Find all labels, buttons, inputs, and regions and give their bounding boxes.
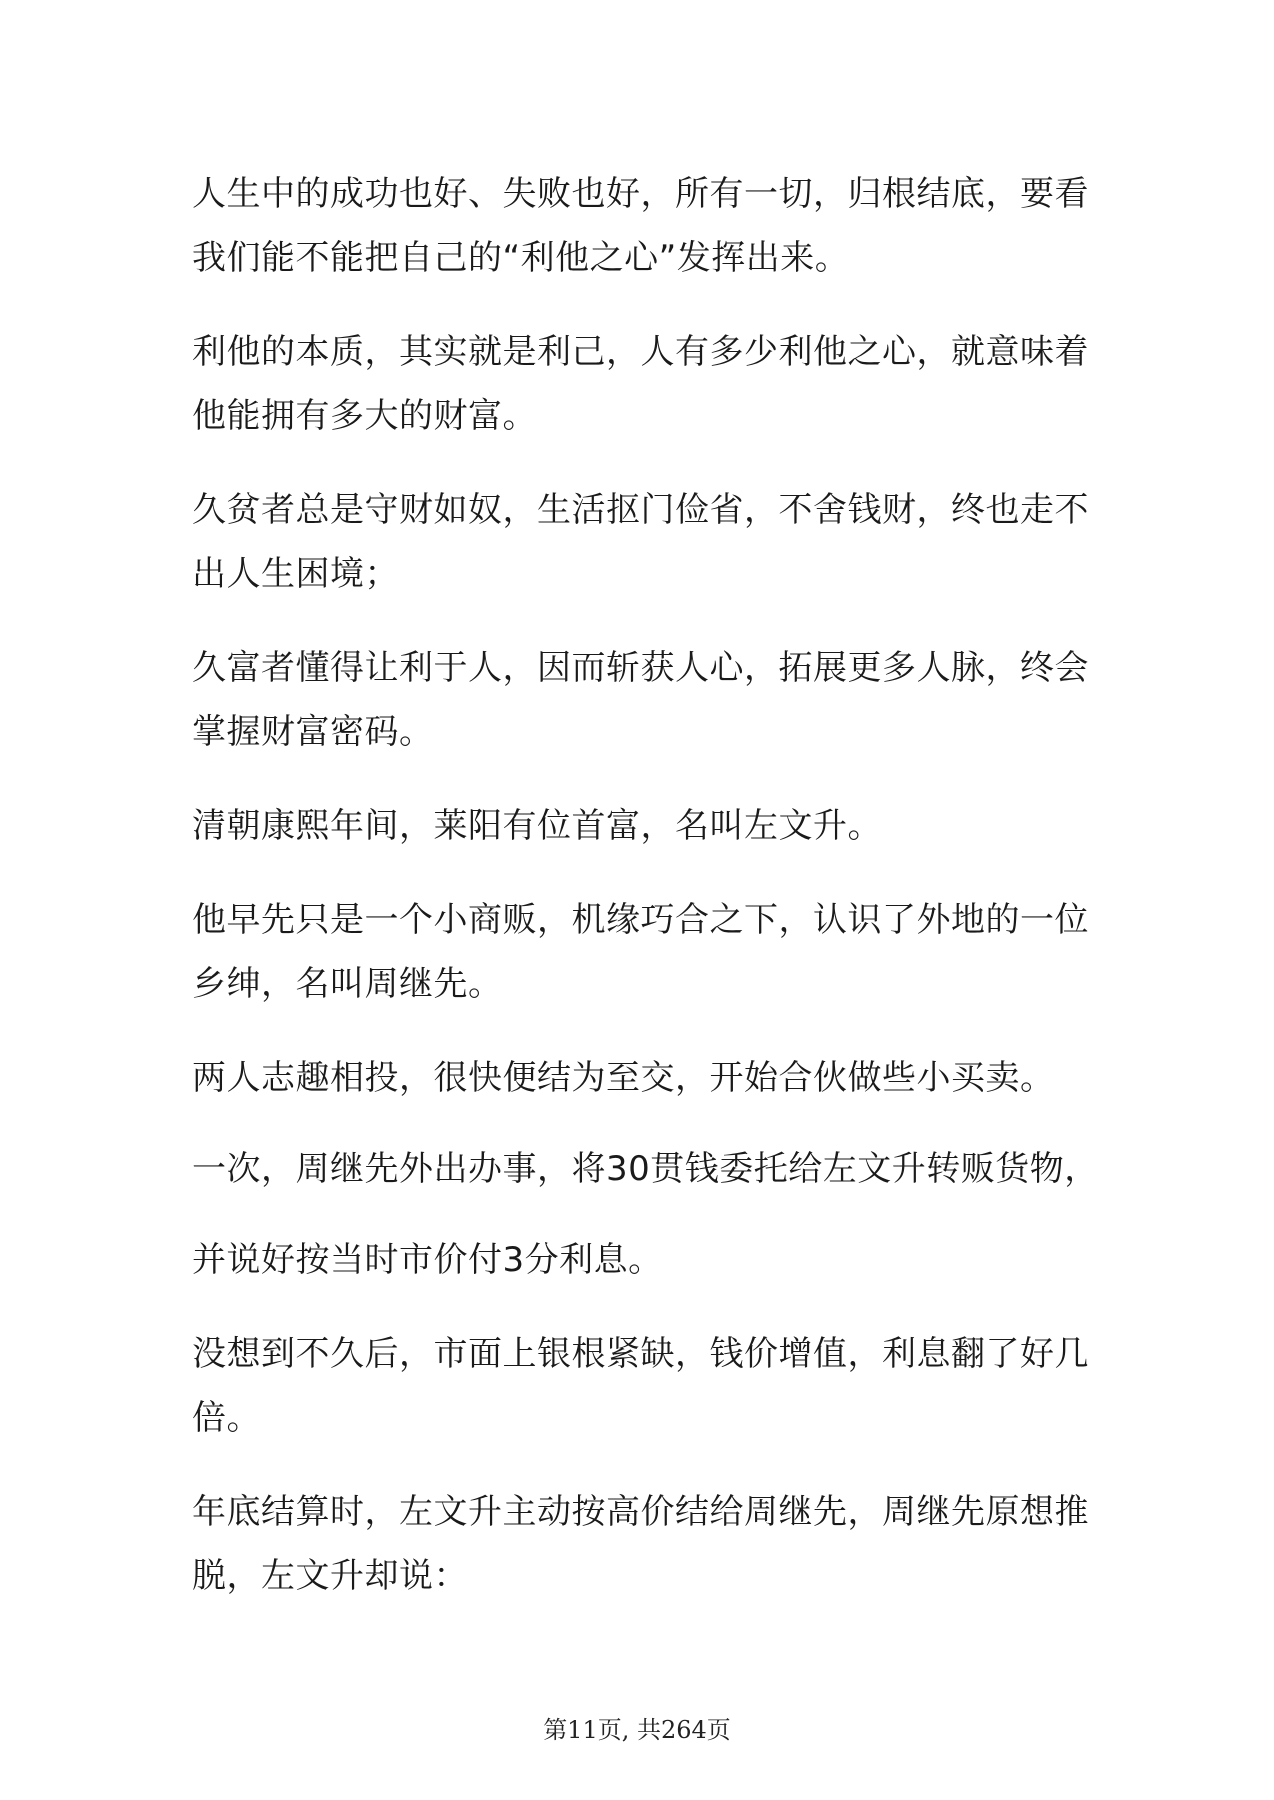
paragraph-9-line-1: 并说好按当时市价付3分利息。	[192, 1240, 663, 1280]
paragraph-4	[192, 636, 1092, 764]
paragraph-2-line-1: 利他的本质，其实就是利己，人有多少利他之心，就意味着	[192, 332, 1089, 372]
paragraph-7	[192, 1046, 1092, 1110]
paragraph-8	[192, 1137, 1099, 1201]
paragraph-6-line-1: 他早先只是一个小商贩，机缘巧合之下，认识了外地的一位	[192, 900, 1089, 940]
paragraph-6	[192, 888, 1092, 1016]
paragraph-5-line-1: 清朝康熙年间，莱阳有位首富，名叫左文升。	[192, 806, 882, 846]
paragraph-9	[192, 1228, 1092, 1292]
paragraph-1-line-2: 我们能不能把自己的“利他之心”发挥出来。	[192, 238, 850, 278]
paragraph-11	[192, 1480, 1092, 1608]
paragraph-10-line-1: 没想到不久后，市面上银根紧缺，钱价增值，利息翻了好几	[192, 1334, 1089, 1374]
paragraph-2	[192, 320, 1092, 448]
paragraph-5	[192, 794, 1092, 858]
paragraph-4-line-2: 掌握财富密码。	[192, 712, 434, 752]
paragraph-3-line-2: 出人生困境；	[192, 554, 399, 594]
paragraph-3-line-1: 久贫者总是守财如奴，生活抠门俭省，不舍钱财，终也走不	[192, 490, 1089, 530]
paragraph-1	[192, 162, 1092, 290]
paragraph-4-line-1: 久富者懂得让利于人，因而斩获人心，拓展更多人脉，终会	[192, 648, 1089, 688]
page-number: 第11页, 共264页	[543, 1716, 731, 1744]
paragraph-8-line-1: 一次，周继先外出办事，将30贯钱委托给左文升转贩货物，	[192, 1149, 1099, 1189]
paragraph-10-line-2: 倍。	[192, 1398, 261, 1438]
paragraph-7-line-1: 两人志趣相投，很快便结为至交，开始合伙做些小买卖。	[192, 1058, 1055, 1098]
paragraph-3	[192, 478, 1092, 606]
paragraph-1-line-1: 人生中的成功也好、失败也好，所有一切，归根结底，要看	[192, 174, 1089, 214]
paragraph-2-line-2: 他能拥有多大的财富。	[192, 396, 537, 436]
paragraph-10	[192, 1322, 1092, 1450]
paragraph-11-line-2: 脱，左文升却说：	[192, 1556, 468, 1596]
paragraph-6-line-2: 乡绅，名叫周继先。	[192, 964, 503, 1004]
paragraph-11-line-1: 年底结算时，左文升主动按高价结给周继先，周继先原想推	[192, 1492, 1089, 1532]
